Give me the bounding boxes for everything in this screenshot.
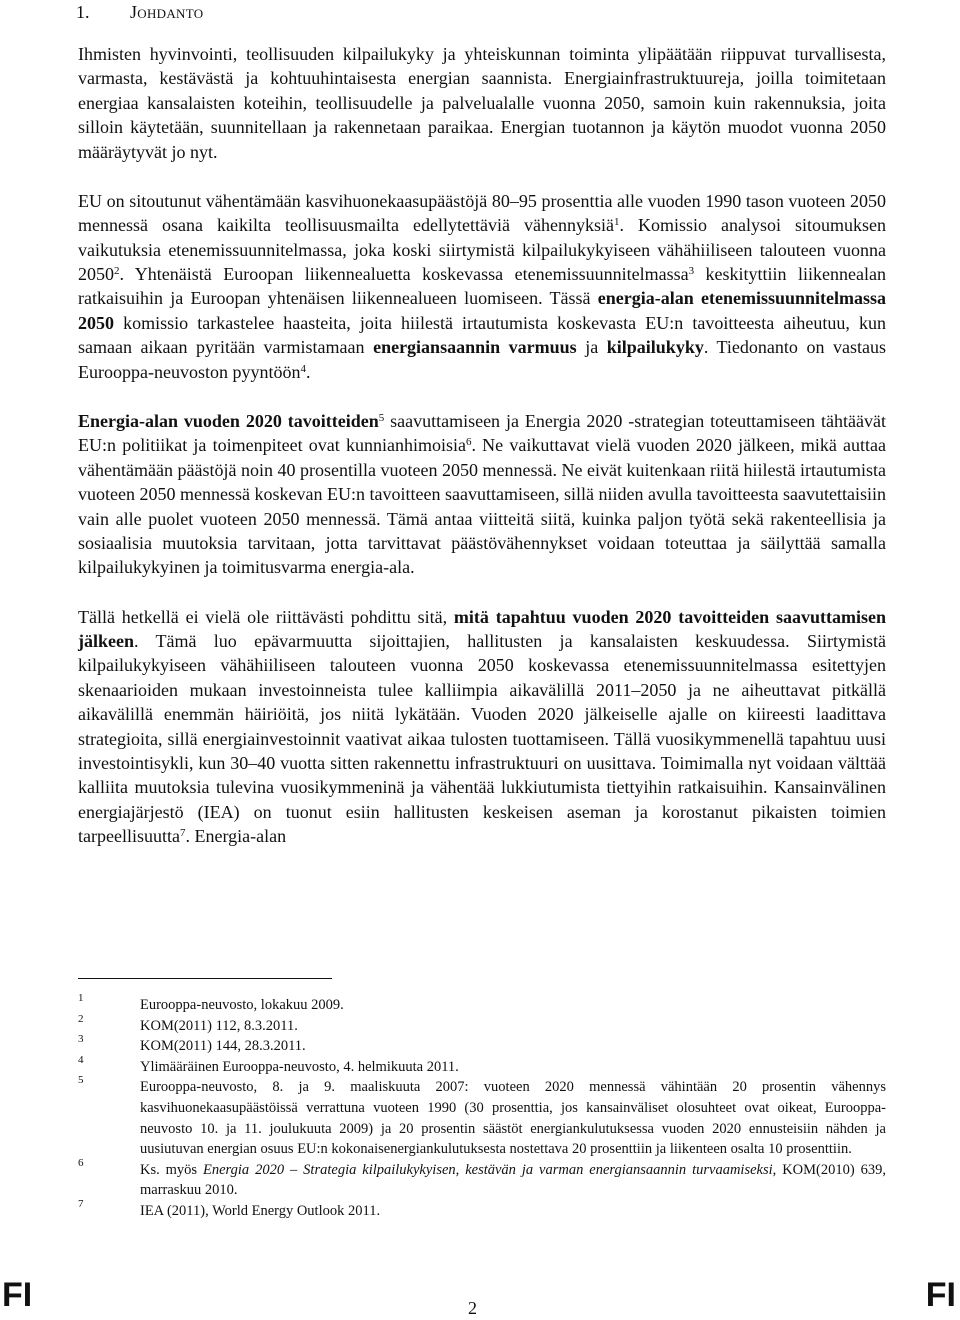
bold-phrase: mitä tapahtuu vuoden 2020 tavoitteiden saavuttamisen jälkeen <box>78 606 887 651</box>
footnote-number: 4 <box>78 1053 84 1066</box>
footnote: 4 Ylimääräinen Eurooppa-neuvosto, 4. helmikuuta 2011. <box>78 1057 886 1078</box>
body-text <box>78 42 886 849</box>
footnote-number: 2 <box>78 1012 84 1025</box>
footnote-ref-2[interactable]: 2 <box>114 265 120 278</box>
footnote-number: 5 <box>78 1074 84 1087</box>
footnote-ref-3[interactable]: 3 <box>688 265 695 278</box>
footnotes <box>78 992 886 1222</box>
footnote-ref-4[interactable]: 4 <box>300 362 306 375</box>
footnote-number: 7 <box>78 1197 84 1210</box>
footnote: 2 KOM(2011) 112, 8.3.2011. <box>78 1016 886 1037</box>
footnote: 1 Eurooppa-neuvosto, lokakuu 2009. <box>78 995 886 1016</box>
language-code-left: FI <box>2 1276 33 1314</box>
section-number: 1. <box>76 2 90 22</box>
bold-phrase: energia-alan etenemissuunnitelmassa 2050 <box>78 288 886 333</box>
paragraph-1: Ihmisten hyvinvointi, teollisuuden kilpailukyky ja yhteiskunnan toiminta ylipäätään riippuvat turvallisesta, varmasta, kestävästä ja kohtuuhintaisesta energian saannista. Energiainfrastruktuureja, joilla toimitetaan energiaa kansalaisten koteihin, teollisuudelle ja palvelualalle vuonna 2050, samoin kuin rakennuksia, joita silloin käytetään, suunnitellaan ja rakennetaan paraikaa. Energian tuotannon ja käytön muodot vuonna 2050 määräytyvät jo nyt. <box>78 44 886 162</box>
footnote-ref-5[interactable]: 5 <box>378 411 385 424</box>
footnote-number: 3 <box>78 1033 84 1046</box>
footnote-ref-6[interactable]: 6 <box>465 436 472 449</box>
footnote-number: 6 <box>78 1156 84 1169</box>
footnote-ref-1[interactable]: 1 <box>613 216 620 229</box>
footnote-ref-7[interactable]: 7 <box>179 827 186 840</box>
language-code-right: FI <box>925 1276 956 1314</box>
paragraph-2: EU on sitoutunut vähentämään kasvihuonekaasupäästöjä 80–95 prosenttia alle vuoden 1990 tason vuoteen 2050 mennessä osana kaikilta teollisuusmailta edellytettäviä vähennyksiä$^1$. Komissio analysoi sitoumuksen vaikutuksia etenemissuunnitelmassa, joka koski siirtymistä kilpailukykyiseen vähähiiliseen talouteen vuonna 2050$^2$. Yhtenäistä Euroopan liikennealuetta koskevassa etenemissuunnitelmassa$^3$ keskityttiin liikennealan ratkaisuihin ja Euroopan yhtenäisen liikennealueen luomiseen. Tässä energia-alan etenemissuunnitelmassa 2050 komissio tarkastelee haasteita, joita hiilestä irtautumista koskevasta EU:n tavoitteesta aiheutuu, kun samaan aikaan pyritään varmistamaan energiansaannin varmuus ja kilpailukyky. Tiedonanto on vastaus Eurooppa-neuvoston pyyntöön$^4$. <box>78 190 887 382</box>
footnote: 3 KOM(2011) 144, 28.3.2011. <box>78 1036 886 1057</box>
page-number: 2 <box>468 1298 477 1318</box>
footnote: 6 Ks. myös Energia 2020 – Strategia kilpailukykyisen, kestävän ja varman energiansaannin turvaamiseksi, KOM(2010) 639, marraskuu 2010. <box>78 1160 886 1201</box>
footnote-number: 1 <box>78 992 84 1004</box>
footnote-separator <box>78 978 332 979</box>
italic-title: Energia 2020 – Strategia kilpailukykyisen, kestävän ja varman energiansaannin turvaamiseksi <box>203 1161 773 1178</box>
footnote: 7 IEA (2011), World Energy Outlook 2011. <box>78 1201 886 1222</box>
paragraph-4: Tällä hetkellä ei vielä ole riittävästi pohdittu sitä, mitä tapahtuu vuoden 2020 tavoitteiden saavuttamisen jälkeen. Tämä luo epävarmuutta sijoittajien, hallitusten ja kansalaisten keskuudessa. Siirtymistä kilpailukykyiseen vähähiiliseen talouteen vuonna 2050 koskevassa etenemissuunnitelmassa esitettyjen skenaarioiden mukaan investoinneista tulee kalliimpia aikavälillä 2011–2050 ja ne aiheuttavat pitkällä aikavälillä enemmän häiriöitä, jos niitä lykätään. Vuoden 2020 jälkeiselle ajalle on kiireesti laadittava strategioita, sillä energiainvestoinnit vaativat aikaa tulosten tuottamiseen. Tällä vuosikymmenellä tapahtuu uusi investointisykli, kun 30–40 vuotta sitten rakennettu infrastruktuuri on uusittava. Toimimalla nyt voidaan välttää kalliita muutoksia tulevina vuosikymmeninä ja vähentää lukkiutumista tiettyihin ratkaisuihin. Kansainvälinen energiajärjestö (IEA) on tuonut esiin hallitusten keskeisen aseman ja korostanut pikaisten toimien tarpeellisuutta$^7$. Energia-alan <box>78 606 887 847</box>
bold-phrase: kilpailukyky <box>606 337 704 358</box>
bold-phrase: energiansaannin varmuus <box>373 337 577 358</box>
footnote: 5 Eurooppa-neuvosto, 8. ja 9. maaliskuuta 2007: vuoteen 2020 mennessä vähintään 20 prosentin vähennys kasvihuonekaasupäästöissä verrattuna vuoteen 1990 (30 prosenttia, jos kansainväliset olosuhteet ovat oikeat, Eurooppa-neuvosto 10. ja 11. joulukuuta 2009) ja 20 prosentin säästöt energiankulutuksessa vuoden 2020 ennusteisiin nähden ja uusiutuvan energian osuus EU:n kokonaisenergiankulutuksesta nostettava 20 prosenttiin ja liikenteen osalta 10 prosenttiin. <box>78 1077 886 1159</box>
bold-phrase: Energia-alan vuoden 2020 tavoitteiden <box>78 410 379 431</box>
section-title: Johdanto <box>130 2 204 22</box>
paragraph-3: Energia-alan vuoden 2020 tavoitteiden$^5$ saavuttamiseen ja Energia 2020 -strategian toteuttamiseen tähtäävät EU:n politiikat ja toimenpiteet ovat kunnianhimoisia$^6$. Ne vaikuttavat vielä vuoden 2020 jälkeen, mikä auttaa vähentämään päästöjä noin 40 prosentilla vuoteen 2050 mennessä. Ne eivät kuitenkaan riitä hiilestä irtautumista vuoteen 2050 mennessä koskevan EU:n tavoitteen saavuttamiseen, sillä niiden avulla tavoitteesta saavutettaisiin vain alle puolet vuoteen 2050 mennessä. Tämä antaa viitteitä siitä, kuinka paljon työtä sekä rakenteellisia ja sosiaalisia muutoksia tarvitaan, jotta tarvittavat päästövähennykset voidaan toteuttaa ja säilyttää samalla kilpailukykyinen ja toimitusvarma energia-ala. <box>78 410 886 578</box>
